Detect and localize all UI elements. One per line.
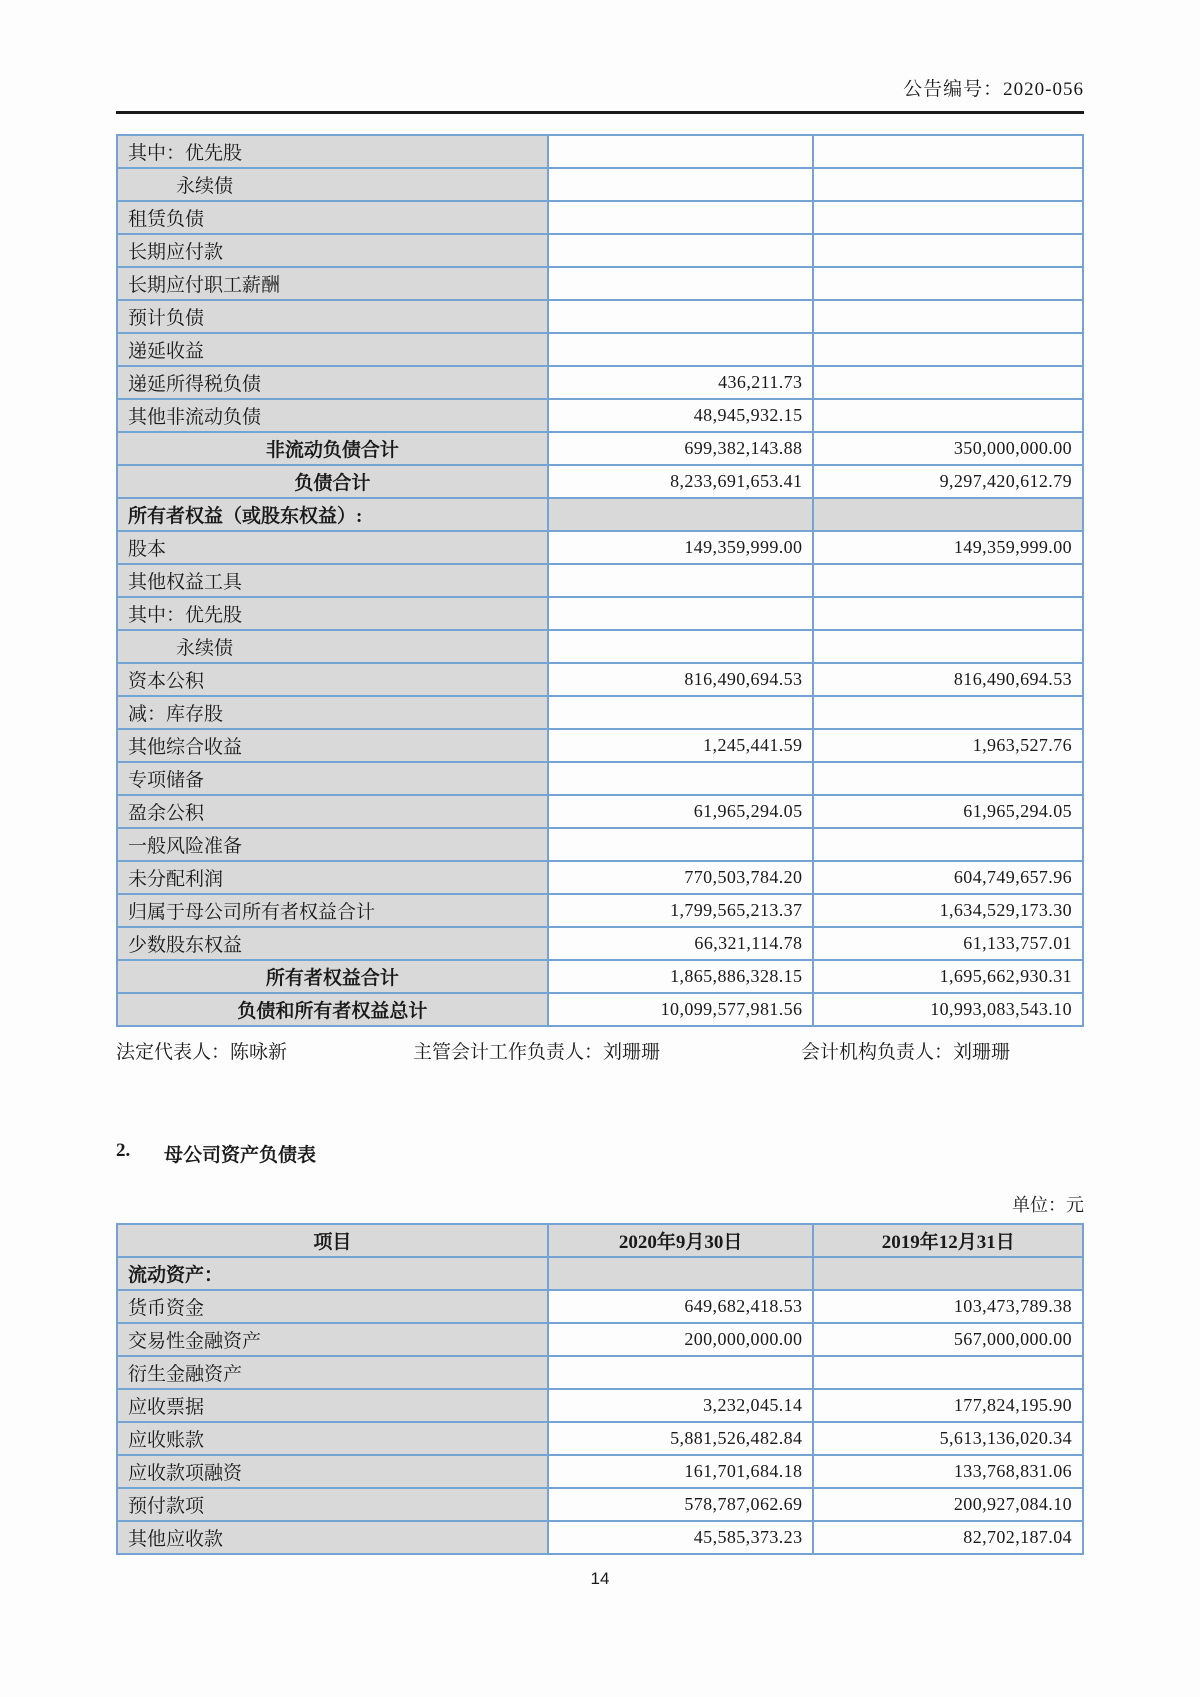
row-value-current: 699,382,143.88: [548, 432, 814, 465]
row-value-prior: [813, 366, 1083, 399]
table-row: [117, 498, 1083, 531]
parent-balance-sheet-table: [116, 1223, 1084, 1555]
row-label: 少数股东权益: [117, 927, 548, 960]
row-value-current: 149,359,999.00: [548, 531, 814, 564]
table-row: [117, 1389, 1083, 1422]
table-row: [117, 1257, 1083, 1290]
row-value-current: 10,099,577,981.56: [548, 993, 814, 1026]
table-row: [117, 399, 1083, 432]
table-row: [117, 729, 1083, 762]
row-value-current: [548, 1356, 814, 1389]
row-value-prior: 177,824,195.90: [813, 1389, 1083, 1422]
row-label: 交易性金融资产: [117, 1323, 548, 1356]
row-value-current: 45,585,373.23: [548, 1521, 814, 1554]
row-value-prior: [813, 762, 1083, 795]
row-value-current: 66,321,114.78: [548, 927, 814, 960]
row-value-prior: [813, 234, 1083, 267]
row-value-prior: 816,490,694.53: [813, 663, 1083, 696]
row-value-prior: 5,613,136,020.34: [813, 1422, 1083, 1455]
table-row: [117, 564, 1083, 597]
table-row: [117, 1290, 1083, 1323]
accounting-head: 主管会计工作负责人：刘珊珊: [413, 1042, 661, 1063]
table-row: [117, 432, 1083, 465]
row-label: 资本公积: [117, 663, 548, 696]
table-row: [117, 1323, 1083, 1356]
row-value-current: [548, 630, 814, 663]
row-value-current: 1,245,441.59: [548, 729, 814, 762]
announcement-number: 公告编号：2020-056: [903, 79, 1084, 100]
unit-label: 单位：元: [1012, 1195, 1084, 1215]
row-label: 长期应付款: [117, 234, 548, 267]
row-value-prior: [813, 696, 1083, 729]
row-value-current: [548, 300, 814, 333]
consolidated-balance-sheet-continued-table: [116, 134, 1084, 1027]
row-value-prior: [813, 630, 1083, 663]
table-row: [117, 762, 1083, 795]
table-body: [117, 135, 1083, 1026]
row-value-prior: 103,473,789.38: [813, 1290, 1083, 1323]
row-value-prior: 10,993,083,543.10: [813, 993, 1083, 1026]
row-value-current: [548, 597, 814, 630]
row-label: 递延所得税负债: [117, 366, 548, 399]
table-row: [117, 234, 1083, 267]
row-value-prior: [813, 564, 1083, 597]
table-row: [117, 828, 1083, 861]
row-value-prior: 61,965,294.05: [813, 795, 1083, 828]
row-value-current: [548, 564, 814, 597]
row-value-prior: 149,359,999.00: [813, 531, 1083, 564]
accounting-org-head: 会计机构负责人：刘珊珊: [801, 1042, 1011, 1063]
row-label: 衍生金融资产: [117, 1356, 548, 1389]
row-value-current: [548, 696, 814, 729]
legal-representative: 法定代表人：陈咏新: [116, 1042, 288, 1063]
header-divider: [116, 111, 1084, 114]
row-value-current: [548, 828, 814, 861]
row-label: 应收款项融资: [117, 1455, 548, 1488]
row-value-prior: [813, 333, 1083, 366]
section-title: 母公司资产负债表: [164, 1145, 317, 1166]
row-value-prior: 350,000,000.00: [813, 432, 1083, 465]
row-value-current: 5,881,526,482.84: [548, 1422, 814, 1455]
row-value-prior: [813, 201, 1083, 234]
row-label: 非流动负债合计: [117, 432, 548, 465]
table-row: [117, 465, 1083, 498]
row-value-current: [548, 267, 814, 300]
table-row: [117, 1356, 1083, 1389]
table-row: [117, 927, 1083, 960]
row-value-current: [548, 234, 814, 267]
row-label: 一般风险准备: [117, 828, 548, 861]
row-label: 永续债: [117, 630, 548, 663]
row-value-current: [548, 498, 814, 531]
row-label: 永续债: [117, 168, 548, 201]
row-label: 盈余公积: [117, 795, 548, 828]
row-label: 应收票据: [117, 1389, 548, 1422]
section-heading: [116, 1140, 1084, 1167]
row-value-prior: 82,702,187.04: [813, 1521, 1083, 1554]
table-row: [117, 960, 1083, 993]
table-row: [117, 993, 1083, 1026]
row-label: 其他综合收益: [117, 729, 548, 762]
row-value-prior: [813, 168, 1083, 201]
row-value-prior: [813, 597, 1083, 630]
table-row: [117, 597, 1083, 630]
table-row: [117, 795, 1083, 828]
table-row: [117, 366, 1083, 399]
table-row: [117, 201, 1083, 234]
row-label: 未分配利润: [117, 861, 548, 894]
row-value-current: [548, 168, 814, 201]
row-value-prior: [813, 135, 1083, 168]
row-label: 专项储备: [117, 762, 548, 795]
table-body: [117, 1257, 1083, 1554]
table-row: [117, 333, 1083, 366]
table-row: [117, 531, 1083, 564]
row-label: 预计负债: [117, 300, 548, 333]
table-row: [117, 1422, 1083, 1455]
column-header: 2020年9月30日: [548, 1224, 814, 1257]
row-value-current: 770,503,784.20: [548, 861, 814, 894]
row-value-current: [548, 1257, 814, 1290]
row-value-prior: 1,634,529,173.30: [813, 894, 1083, 927]
row-value-current: 161,701,684.18: [548, 1455, 814, 1488]
row-value-current: 1,799,565,213.37: [548, 894, 814, 927]
row-label: 其中：优先股: [117, 135, 548, 168]
row-label: 所有者权益合计: [117, 960, 548, 993]
table-row: [117, 663, 1083, 696]
signatories-line: [116, 1037, 1084, 1064]
row-value-current: [548, 333, 814, 366]
section-number: 2.: [116, 1140, 131, 1161]
row-label: 归属于母公司所有者权益合计: [117, 894, 548, 927]
row-value-current: [548, 762, 814, 795]
row-value-current: 649,682,418.53: [548, 1290, 814, 1323]
row-value-prior: 61,133,757.01: [813, 927, 1083, 960]
row-value-prior: 1,695,662,930.31: [813, 960, 1083, 993]
table-row: [117, 267, 1083, 300]
row-value-prior: [813, 399, 1083, 432]
row-label: 长期应付职工薪酬: [117, 267, 548, 300]
row-label: 其他非流动负债: [117, 399, 548, 432]
column-header: 项目: [117, 1224, 548, 1257]
table-row: [117, 861, 1083, 894]
column-header: 2019年12月31日: [813, 1224, 1083, 1257]
row-value-prior: 9,297,420,612.79: [813, 465, 1083, 498]
table-row: [117, 696, 1083, 729]
row-label: 货币资金: [117, 1290, 548, 1323]
row-label: 所有者权益（或股东权益）:: [117, 498, 548, 531]
table-row: [117, 894, 1083, 927]
row-value-prior: 200,927,084.10: [813, 1488, 1083, 1521]
row-value-prior: 1,963,527.76: [813, 729, 1083, 762]
row-value-prior: 133,768,831.06: [813, 1455, 1083, 1488]
page-number: 14: [590, 1569, 610, 1588]
table-row: [117, 630, 1083, 663]
table-row: [117, 135, 1083, 168]
row-value-current: 3,232,045.14: [548, 1389, 814, 1422]
row-value-current: 816,490,694.53: [548, 663, 814, 696]
page-content: [116, 0, 1084, 1589]
row-label: 租赁负债: [117, 201, 548, 234]
row-value-current: 200,000,000.00: [548, 1323, 814, 1356]
row-value-prior: 604,749,657.96: [813, 861, 1083, 894]
table-row: [117, 300, 1083, 333]
row-label: 股本: [117, 531, 548, 564]
table-header-row: [117, 1224, 1083, 1257]
row-value-current: [548, 135, 814, 168]
table-row: [117, 1521, 1083, 1554]
row-label: 递延收益: [117, 333, 548, 366]
row-label: 负债和所有者权益总计: [117, 993, 548, 1026]
row-value-prior: [813, 498, 1083, 531]
row-value-current: 436,211.73: [548, 366, 814, 399]
row-value-prior: [813, 828, 1083, 861]
row-value-current: 578,787,062.69: [548, 1488, 814, 1521]
row-value-prior: [813, 1356, 1083, 1389]
row-value-current: 61,965,294.05: [548, 795, 814, 828]
row-label: 其中：优先股: [117, 597, 548, 630]
row-value-prior: [813, 1257, 1083, 1290]
table-row: [117, 1455, 1083, 1488]
row-value-current: 8,233,691,653.41: [548, 465, 814, 498]
row-value-prior: 567,000,000.00: [813, 1323, 1083, 1356]
row-label: 流动资产：: [117, 1257, 548, 1290]
row-label: 其他应收款: [117, 1521, 548, 1554]
row-value-prior: [813, 300, 1083, 333]
row-label: 减：库存股: [117, 696, 548, 729]
row-label: 负债合计: [117, 465, 548, 498]
table-row: [117, 1488, 1083, 1521]
row-value-current: [548, 201, 814, 234]
row-label: 其他权益工具: [117, 564, 548, 597]
row-value-prior: [813, 267, 1083, 300]
row-value-current: 1,865,886,328.15: [548, 960, 814, 993]
table-row: [117, 168, 1083, 201]
row-value-current: 48,945,932.15: [548, 399, 814, 432]
row-label: 预付款项: [117, 1488, 548, 1521]
row-label: 应收账款: [117, 1422, 548, 1455]
